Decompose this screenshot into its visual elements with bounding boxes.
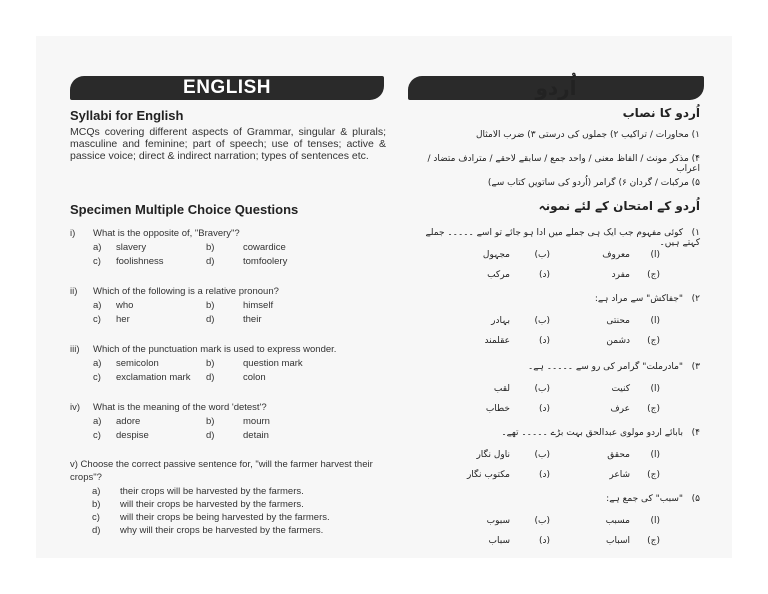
specimen-heading: Specimen Multiple Choice Questions xyxy=(70,202,299,217)
u1a-l: (ا) xyxy=(650,250,660,260)
q4-opt-d: detain xyxy=(243,430,269,441)
question-3 xyxy=(70,344,390,383)
urdu-q2-text: "جفاکش" سے مراد ہے: xyxy=(594,294,684,304)
urdu-q4-row1 xyxy=(440,450,660,460)
urdu-q3 xyxy=(420,362,700,372)
urdu-q3-row1 xyxy=(440,384,660,394)
u2c: دشمن xyxy=(606,336,630,346)
urdu-syllabus-item-1: ۱) محاورات / تراکیب ۲) جملوں کی درستی ۳) ضرب الامثال xyxy=(476,130,700,140)
q1-opt-b: cowardice xyxy=(243,242,286,253)
urdu-q2-row2 xyxy=(440,336,660,346)
q5-opt-a-letter: a) xyxy=(92,486,101,497)
urdu-q5 xyxy=(420,494,700,504)
q2-opt-d-letter: d) xyxy=(206,314,215,325)
urdu-q1-number: ۱) xyxy=(691,228,700,238)
q1-opt-d-letter: d) xyxy=(206,256,215,267)
q5-opt-d: why will their crops be harvested by the farmers. xyxy=(120,525,324,536)
urdu-q5-row1 xyxy=(440,516,660,526)
u5c: اسباب xyxy=(606,536,630,546)
q4-opt-d-letter: d) xyxy=(206,430,215,441)
urdu-q1-row1 xyxy=(440,250,660,260)
q2-opt-c-letter: c) xyxy=(93,314,101,325)
urdu-banner xyxy=(408,76,704,100)
q5-opt-a: their crops will be harvested by the farmers. xyxy=(120,486,304,497)
u4b: ناول نگار xyxy=(476,450,510,460)
q1-opt-d: tomfoolery xyxy=(243,256,288,267)
u1a: معروف xyxy=(602,250,630,260)
urdu-q3-text: "مادرملت" گرامر کی رو سے ۔۔۔۔۔ ہے۔ xyxy=(528,362,684,372)
q4-opt-b-letter: b) xyxy=(206,416,215,427)
u3d: خطاب xyxy=(485,404,510,414)
u4d: مکتوب نگار xyxy=(466,470,510,480)
urdu-q2-number: ۲) xyxy=(691,294,700,304)
q4-opt-a-letter: a) xyxy=(93,416,102,427)
q3-opt-c-letter: c) xyxy=(93,372,101,383)
q4-opt-c: despise xyxy=(116,430,149,441)
syllabi-heading: Syllabi for English xyxy=(70,108,184,123)
u2a-l: (ا) xyxy=(650,316,660,326)
urdu-syllabus-heading: اُردو کا نصاب xyxy=(622,106,700,120)
urdu-q4-text: بابائے اردو مولوی عبدالحق بہت بڑے ۔۔۔۔۔ تھے۔ xyxy=(501,428,684,438)
urdu-q2-row1 xyxy=(440,316,660,326)
urdu-q3-row2 xyxy=(440,404,660,414)
u4c: شاعر xyxy=(609,470,630,480)
u3b-l: (ب) xyxy=(534,384,550,394)
q4-opt-b: mourn xyxy=(243,416,270,427)
u5a: مسبب xyxy=(605,516,630,526)
q1-opt-c-letter: c) xyxy=(93,256,101,267)
u5b: سبوب xyxy=(486,516,510,526)
q3-opt-a: semicolon xyxy=(116,358,159,369)
q5-opt-c-letter: c) xyxy=(92,512,100,523)
q3-number: iii) xyxy=(70,344,80,355)
u1c-l: (ج) xyxy=(647,270,660,280)
u2d: عقلمند xyxy=(484,336,510,346)
u4c-l: (ج) xyxy=(647,470,660,480)
english-banner xyxy=(70,76,384,100)
q4-text: What is the meaning of the word 'detest'? xyxy=(93,402,267,413)
q3-opt-d: colon xyxy=(243,372,266,383)
u4b-l: (ب) xyxy=(534,450,550,460)
q5-opt-b-letter: b) xyxy=(92,499,101,510)
urdu-q1 xyxy=(420,228,700,248)
u1d: مرکب xyxy=(487,270,510,280)
u2b: بہادر xyxy=(491,316,510,326)
syllabi-text: MCQs covering different aspects of Grammar, singular & plurals; masculine and feminine; part of speech; use of tenses; active & passice voice; direct & indirect narration; types of sentences etc. xyxy=(70,126,386,162)
urdu-q5-row2 xyxy=(440,536,660,546)
q1-number: i) xyxy=(70,228,76,239)
q3-opt-b-letter: b) xyxy=(206,358,215,369)
u1c: مفرد xyxy=(611,270,630,280)
urdu-q4 xyxy=(420,428,700,438)
u4a: محقق xyxy=(607,450,630,460)
u3c: عرف xyxy=(610,404,630,414)
q5-opt-b: will their crops be harvested by the farmers. xyxy=(120,499,304,510)
q3-opt-b: question mark xyxy=(243,358,303,369)
u5a-l: (ا) xyxy=(650,516,660,526)
urdu-syllabus-item-3: ۵) مرکبات / گردان ۶) گرامر (اُردو کی ساتویں کتاب سے) xyxy=(487,178,700,188)
q5-text: v) Choose the correct passive sentence for, "will the farmer harvest their crops"? xyxy=(70,459,373,483)
u2b-l: (ب) xyxy=(534,316,550,326)
u5b-l: (ب) xyxy=(534,516,550,526)
urdu-q2 xyxy=(420,294,700,304)
q1-opt-a-letter: a) xyxy=(93,242,102,253)
urdu-banner-label: اُردو xyxy=(535,76,577,100)
urdu-specimen-heading: اُردو کے امتحان کے لئے نمونہ xyxy=(538,199,700,213)
u2c-l: (ج) xyxy=(647,336,660,346)
q2-opt-a-letter: a) xyxy=(93,300,102,311)
q5-opt-c: will their crops be being harvested by the farmers. xyxy=(120,512,330,523)
q3-opt-d-letter: d) xyxy=(206,372,215,383)
u1b: مجہول xyxy=(482,250,510,260)
question-5 xyxy=(70,458,390,536)
urdu-q1-text: کوئی مفہوم جب ایک ہی جملے میں ادا ہو جائے تو اسے ۔۔۔۔۔ جملے کہتے ہیں۔ xyxy=(425,228,700,248)
u1b-l: (ب) xyxy=(534,250,550,260)
q2-number: ii) xyxy=(70,286,78,297)
q4-number: iv) xyxy=(70,402,81,413)
u2d-l: (د) xyxy=(538,336,550,346)
q2-text: Which of the following is a relative pronoun? xyxy=(93,286,279,297)
q3-opt-a-letter: a) xyxy=(93,358,102,369)
urdu-q1-row2 xyxy=(440,270,660,280)
urdu-q4-row2 xyxy=(440,470,660,480)
urdu-q3-number: ۳) xyxy=(691,362,700,372)
u3a-l: (ا) xyxy=(650,384,660,394)
q4-opt-c-letter: c) xyxy=(93,430,101,441)
q3-text: Which of the punctuation mark is used to express wonder. xyxy=(93,344,337,355)
question-2 xyxy=(70,286,390,325)
u3d-l: (د) xyxy=(538,404,550,414)
q1-opt-b-letter: b) xyxy=(206,242,215,253)
q2-opt-b-letter: b) xyxy=(206,300,215,311)
u3c-l: (ج) xyxy=(647,404,660,414)
english-banner-label: ENGLISH xyxy=(183,77,271,98)
q2-opt-a: who xyxy=(116,300,134,311)
q1-opt-c: foolishness xyxy=(116,256,164,267)
u3b: لقب xyxy=(493,384,510,394)
q4-opt-a: adore xyxy=(116,416,141,427)
q2-opt-b: himself xyxy=(243,300,274,311)
q3-opt-c: exclamation mark xyxy=(116,372,191,383)
q1-opt-a: slavery xyxy=(116,242,147,253)
q5-opt-d-letter: d) xyxy=(92,525,101,536)
q1-text: What is the opposite of, "Bravery"? xyxy=(93,228,240,239)
question-1 xyxy=(70,228,390,267)
u5c-l: (ج) xyxy=(647,536,660,546)
q2-opt-d: their xyxy=(243,314,262,325)
u4d-l: (د) xyxy=(538,470,550,480)
u5d-l: (د) xyxy=(538,536,550,546)
u5d: سباب xyxy=(488,536,510,546)
u1d-l: (د) xyxy=(538,270,550,280)
urdu-syllabus-item-2: ۴) مذکر مونث / الفاظ معنی / واحد جمع / سابقے لاحقے / مترادف متضاد / اعراب xyxy=(427,154,700,174)
u4a-l: (ا) xyxy=(650,450,660,460)
question-4 xyxy=(70,402,390,441)
urdu-q4-number: ۴) xyxy=(691,428,700,438)
urdu-q5-text: "سبب" کی جمع ہے: xyxy=(606,494,684,504)
u3a: کنیت xyxy=(611,384,630,394)
q2-opt-c: her xyxy=(116,314,130,325)
urdu-q5-number: ۵) xyxy=(691,494,700,504)
u2a: محنتی xyxy=(606,316,630,326)
